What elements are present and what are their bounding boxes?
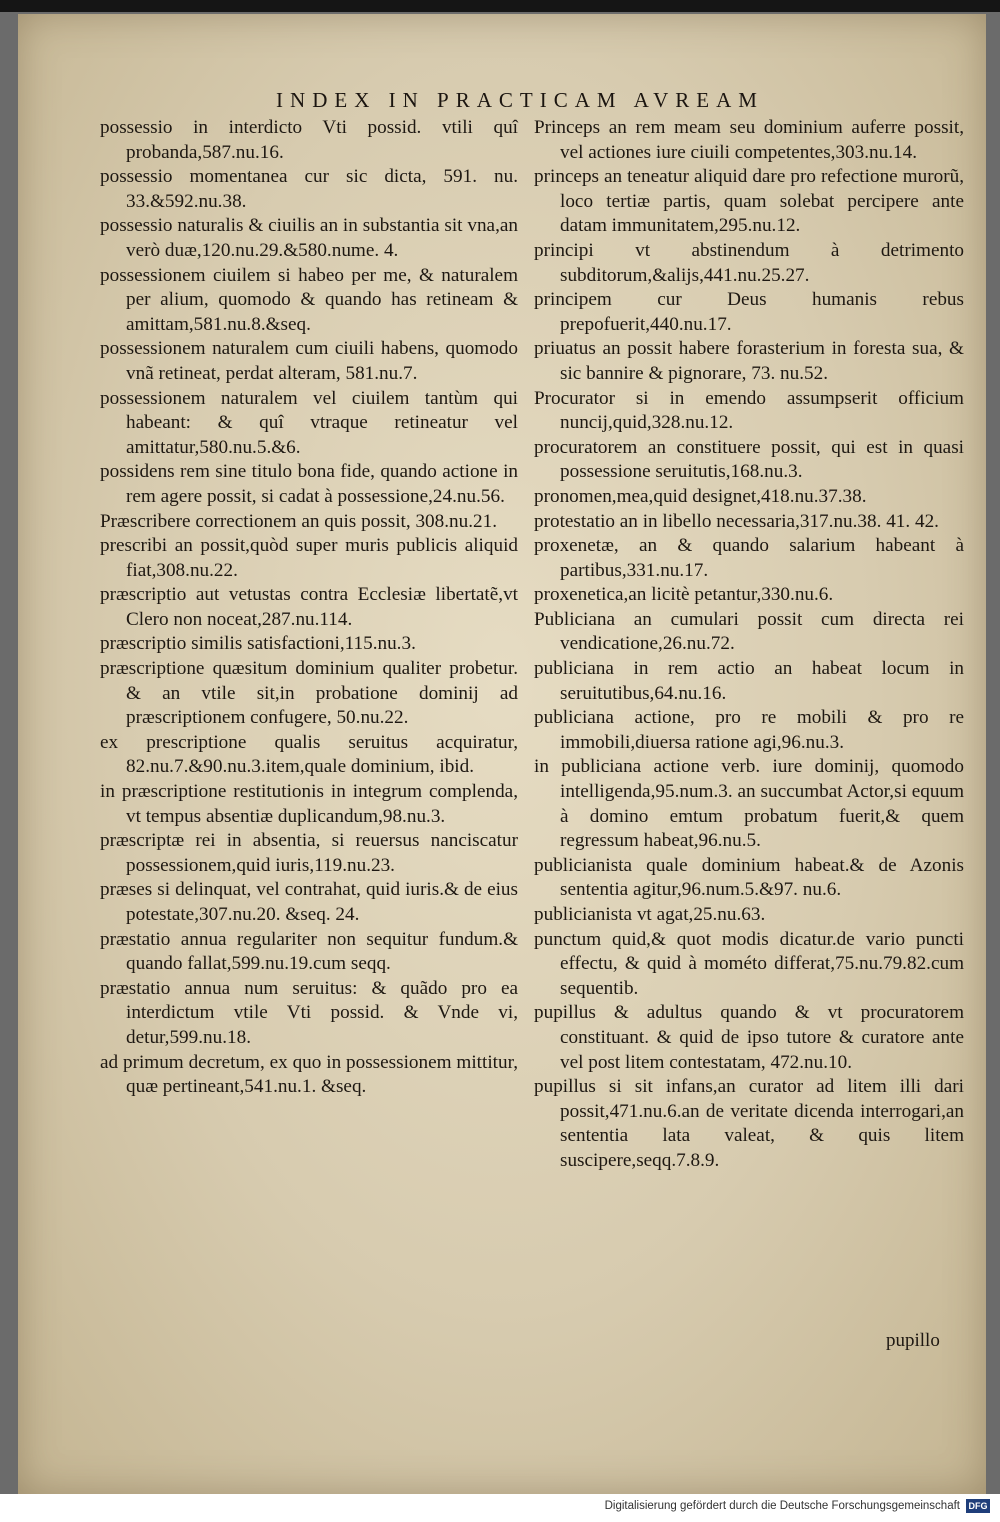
index-entry: possessionem naturalem vel ciuilem tantùm qui habeant: & quî vtraque retineatur vel amittatur,580.nu.5.&6. — [100, 387, 518, 458]
running-head: INDEX IN PRACTICAM AVREAM — [276, 88, 764, 112]
index-entry: principi vt abstinendum à detrimento subditorum,&alijs,441.nu.25.27. — [534, 239, 964, 286]
index-column-left — [100, 116, 518, 1100]
index-entry: præscriptæ rei in absentia, si reuersus nanciscatur possessionem,quid iuris,119.nu.23. — [100, 830, 518, 876]
index-entry: Princeps an rem meam seu dominium auferre possit, vel actiones iure ciuili competentes,303.nu.14. — [534, 117, 964, 163]
index-entry: Præscribere correctionem an quis possit, 308.nu.21. — [100, 510, 497, 532]
index-entry: pupillus & adultus quando & vt procuratorem constituant. & quid de ipso tutore & curatore ante vel post litem contestatam, 472.nu.10. — [534, 1002, 964, 1073]
index-entry: principem cur Deus humanis rebus prepofuerit,440.nu.17. — [534, 289, 964, 335]
index-entry: Procurator si in emendo assumpserit officium nuncij,quid,328.nu.12. — [534, 387, 964, 434]
index-entry: prescribi an possit,quòd super muris publicis aliquid fiat,308.nu.22. — [100, 535, 518, 581]
index-entry: in præscriptione restitutionis in integrum complenda, vt tempus absentiæ duplicandum,98.nu.3. — [100, 781, 518, 827]
index-entry: priuatus an possit habere forasterium in foresta sua, & sic bannire & pignorare, 73. nu.52. — [534, 338, 964, 384]
index-entry: possidens rem sine titulo bona fide, quando actione in rem agere possit, si cadat à possessione,24.nu.56. — [100, 461, 518, 507]
index-entry: proxenetica,an licitè petantur,330.nu.6. — [534, 584, 834, 606]
index-entry: pupillus si sit infans,an curator ad litem illi dari possit,471.nu.6.an de veritate dicenda interrogari,an sententia lata valeat, & quis litem suscipere,seqq.7.8.9. — [534, 1076, 964, 1171]
index-entry: possessionem ciuilem si habeo per me, & naturalem per alium, quomodo & quando has retineam & amittam,581.nu.8.&seq. — [100, 264, 518, 335]
index-entry: punctum quid,& quot modis dicatur.de vario puncti effectu, & quid à mométo differat,75.nu.79.82.cum sequentib. — [534, 928, 964, 999]
index-entry: possessio momentanea cur sic dicta, 591. nu. 33.&592.nu.38. — [100, 166, 518, 212]
catchword: pupillo — [886, 1330, 940, 1351]
index-entry: ex prescriptione qualis seruitus acquiratur, 82.nu.7.&90.nu.3.item,quale dominium, ibid. — [100, 731, 518, 778]
index-entry: præstatio annua regulariter non sequitur fundum.& quando fallat,599.nu.19.cum seqq. — [100, 928, 518, 975]
funding-notice: Digitalisierung gefördert durch die Deutsche Forschungsgemeinschaft — [604, 1500, 960, 1512]
index-entry: protestatio an in libello necessaria,317.nu.38. 41. 42. — [534, 510, 939, 532]
footer-bar — [0, 1494, 1000, 1522]
top-scan-border — [0, 0, 1000, 12]
index-entry: proxenetæ, an & quando salarium habeant à partibus,331.nu.17. — [534, 535, 964, 581]
index-entry: publicianista vt agat,25.nu.63. — [534, 904, 766, 925]
index-entry: ad primum decretum, ex quo in possessionem mittitur, quæ pertineant,541.nu.1. &seq. — [100, 1051, 518, 1098]
index-entry: publicianista quale dominium habeat.& de Azonis sententia agitur,96.num.5.&97. nu.6. — [534, 854, 964, 901]
index-entry: possessionem naturalem cum ciuili habens, quomodo vnã retineat, perdat alteram, 581.nu.7. — [100, 338, 518, 384]
index-entry: procuratorem an constituere possit, qui est in quasi possessione seruitutis,168.nu.3. — [534, 436, 964, 483]
index-entry: possessio in interdicto Vti possid. vtili quî probanda,587.nu.16. — [100, 117, 518, 163]
index-entry: in publiciana actione verb. iure dominij, quomodo intelligenda,95.num.3. an succumbat Actor,si equum à domino emtum probatum fuerit,& quem regressum habeat,96.nu.5. — [534, 756, 964, 852]
index-entry: præscriptione quæsitum dominium qualiter probetur. & an vtile sit,in probatione dominij ad præscriptionem confugere, 50.nu.22. — [100, 658, 518, 729]
index-column-right — [534, 116, 964, 1174]
index-entry: præstatio annua num seruitus: & quãdo pro ea interdictum vtile Vti possid. & Vnde vi, detur,599.nu.18. — [100, 977, 518, 1048]
index-entry: princeps an teneatur aliquid dare pro refectione murorũ, loco tertiæ partis, quam solebat percipere ante datam immunitatem,295.nu.12. — [534, 166, 964, 237]
index-entry: pronomen,mea,quid designet,418.nu.37.38. — [534, 485, 867, 507]
index-entry: publiciana in rem actio an habeat locum in seruitutibus,64.nu.16. — [534, 658, 964, 704]
index-entry: Publiciana an cumulari possit cum directa rei vendicatione,26.nu.72. — [534, 608, 964, 655]
index-entry: præscriptio similis satisfactioni,115.nu.3. — [100, 633, 416, 655]
index-entry: præscriptio aut vetustas contra Ecclesiæ libertatẽ,vt Clero non noceat,287.nu.114. — [100, 584, 518, 630]
index-entry: publiciana actione, pro re mobili & pro re immobili,diuersa ratione agi,96.nu.3. — [534, 707, 964, 753]
index-entry: possessio naturalis & ciuilis an in substantia sit vna,an verò duæ,120.nu.29.&580.nume. 4. — [100, 215, 518, 261]
dfg-logo: DFG — [966, 1499, 990, 1513]
index-entry: præses si delinquat, vel contrahat, quid iuris.& de eius potestate,307.nu.20. &seq. 24. — [100, 879, 518, 925]
